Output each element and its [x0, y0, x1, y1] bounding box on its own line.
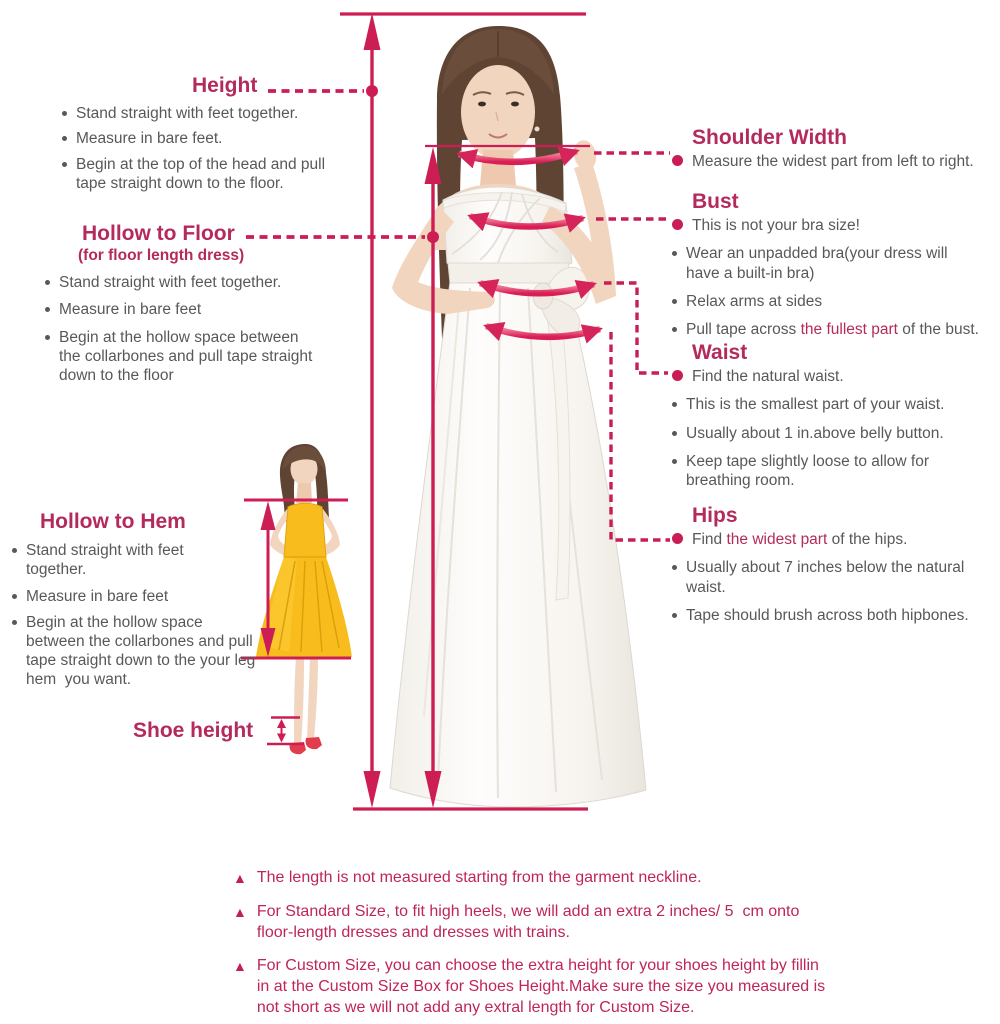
- connector-dot: [672, 533, 683, 544]
- list-item: Usually about 7 inches below the natural waist.: [672, 558, 994, 596]
- list-item: Keep tape slightly loose to allow for breathing room.: [672, 452, 994, 490]
- bullet-dot: [12, 594, 17, 599]
- section-title: Height: [192, 74, 258, 97]
- bullet-dot: [45, 280, 50, 285]
- list-item: Tape should brush across both hipbones.: [672, 606, 994, 625]
- note-item: [233, 868, 993, 889]
- section-title: Shoe height: [133, 719, 254, 742]
- list-item: Stand straight with feet together.: [45, 273, 345, 292]
- note-text: For Custom Size, you can choose the extra height for your shoes height by fillin: [256, 957, 819, 975]
- note-text: The length is not measured starting from the garment neckline.: [256, 869, 702, 886]
- list-item: Measure in bare feet.: [62, 129, 342, 148]
- section-shoulder-width: [672, 126, 994, 171]
- warning-triangle-icon: ▲: [233, 958, 247, 975]
- section-hips: [672, 504, 994, 625]
- list-item: Find the widest part of the hips.: [672, 530, 994, 549]
- list-item: Wear an unpadded bra(your dress will have a built-in bra): [672, 244, 994, 282]
- section-subtitle: (for floor length dress): [78, 247, 245, 265]
- connector-dot: [672, 370, 683, 381]
- highlight-text: the fullest part: [800, 321, 898, 339]
- bullet-dot: [12, 548, 17, 553]
- note-item: [233, 956, 993, 1018]
- warning-triangle-icon: ▲: [233, 870, 247, 886]
- section-title: Hollow to Hem: [40, 510, 186, 533]
- bullet-dot: [672, 402, 677, 407]
- height-measure-line: [364, 13, 381, 808]
- list-item: Begin at the hollow space between the collarbones and pull tape straight down to the your leg hem you want.: [12, 613, 264, 690]
- bullet-dot: [45, 335, 50, 340]
- list-item: Measure in bare feet: [12, 587, 264, 606]
- connector-dot: [672, 219, 683, 230]
- note-text: not short as we will not add any extral length for Custom Size.: [256, 998, 695, 1016]
- bullet-dot: [62, 136, 67, 141]
- note-text: For Standard Size, to fit high heels, we will add an extra 2 inches/ 5 cm onto: [256, 902, 800, 920]
- list-item: This is not your bra size!: [672, 216, 994, 235]
- list-item: Relax arms at sides: [672, 292, 994, 311]
- connector-dot: [672, 155, 683, 166]
- section-title: Hips: [692, 504, 738, 527]
- bullet-dot: [672, 251, 677, 256]
- list-item: This is the smallest part of your waist.: [672, 395, 994, 414]
- section-bust: [672, 190, 994, 339]
- bullet-dot: [672, 565, 677, 570]
- section-hollow-to-hem: [12, 510, 264, 690]
- warning-triangle-icon: ▲: [233, 903, 247, 920]
- section-title: Hollow to Floor: [82, 222, 235, 245]
- list-item: Find the natural waist.: [672, 367, 994, 386]
- tall-model-illustration: [390, 26, 646, 807]
- list-item: Begin at the top of the head and pull tape straight down to the floor.: [62, 155, 342, 193]
- section-hollow-to-floor: [45, 222, 345, 385]
- hips-dotted: [611, 332, 670, 540]
- list-item: Pull tape across the fullest part of the bust.: [672, 320, 994, 339]
- section-title: Waist: [692, 341, 748, 364]
- list-item: Usually about 1 in.above belly button.: [672, 424, 994, 443]
- bullet-dot: [45, 307, 50, 312]
- bullet-dot: [672, 613, 677, 618]
- bullet-dot: [672, 327, 677, 332]
- bullet-dot: [672, 431, 677, 436]
- section-height: [62, 74, 342, 193]
- list-item: Stand straight with feet together.: [12, 541, 264, 579]
- highlight-text: the widest part: [726, 531, 828, 549]
- section-shoe-height: [133, 719, 253, 743]
- bullet-dot: [62, 162, 67, 167]
- section-title: Shoulder Width: [692, 126, 847, 149]
- section-waist: [672, 341, 994, 490]
- note-text: in at the Custom Size Box for Shoes Height.Make sure the size you measured is: [256, 978, 826, 996]
- list-item: Begin at the hollow space between the collarbones and pull tape straight down to the floor: [45, 328, 345, 386]
- note-item: [233, 902, 993, 944]
- notes-list: [233, 868, 993, 1024]
- bullet-dot: [12, 620, 17, 625]
- list-item: Measure the widest part from left to right.: [672, 152, 994, 171]
- bullet-dot: [672, 299, 677, 304]
- bullet-dot: [62, 111, 67, 116]
- list-item: Measure in bare feet: [45, 300, 345, 319]
- section-title: Bust: [692, 190, 739, 213]
- bullet-dot: [672, 459, 677, 464]
- note-text: floor-length dresses and dresses with trains.: [256, 923, 570, 941]
- list-item: Stand straight with feet together.: [62, 104, 342, 123]
- short-model-illustration: [256, 444, 352, 754]
